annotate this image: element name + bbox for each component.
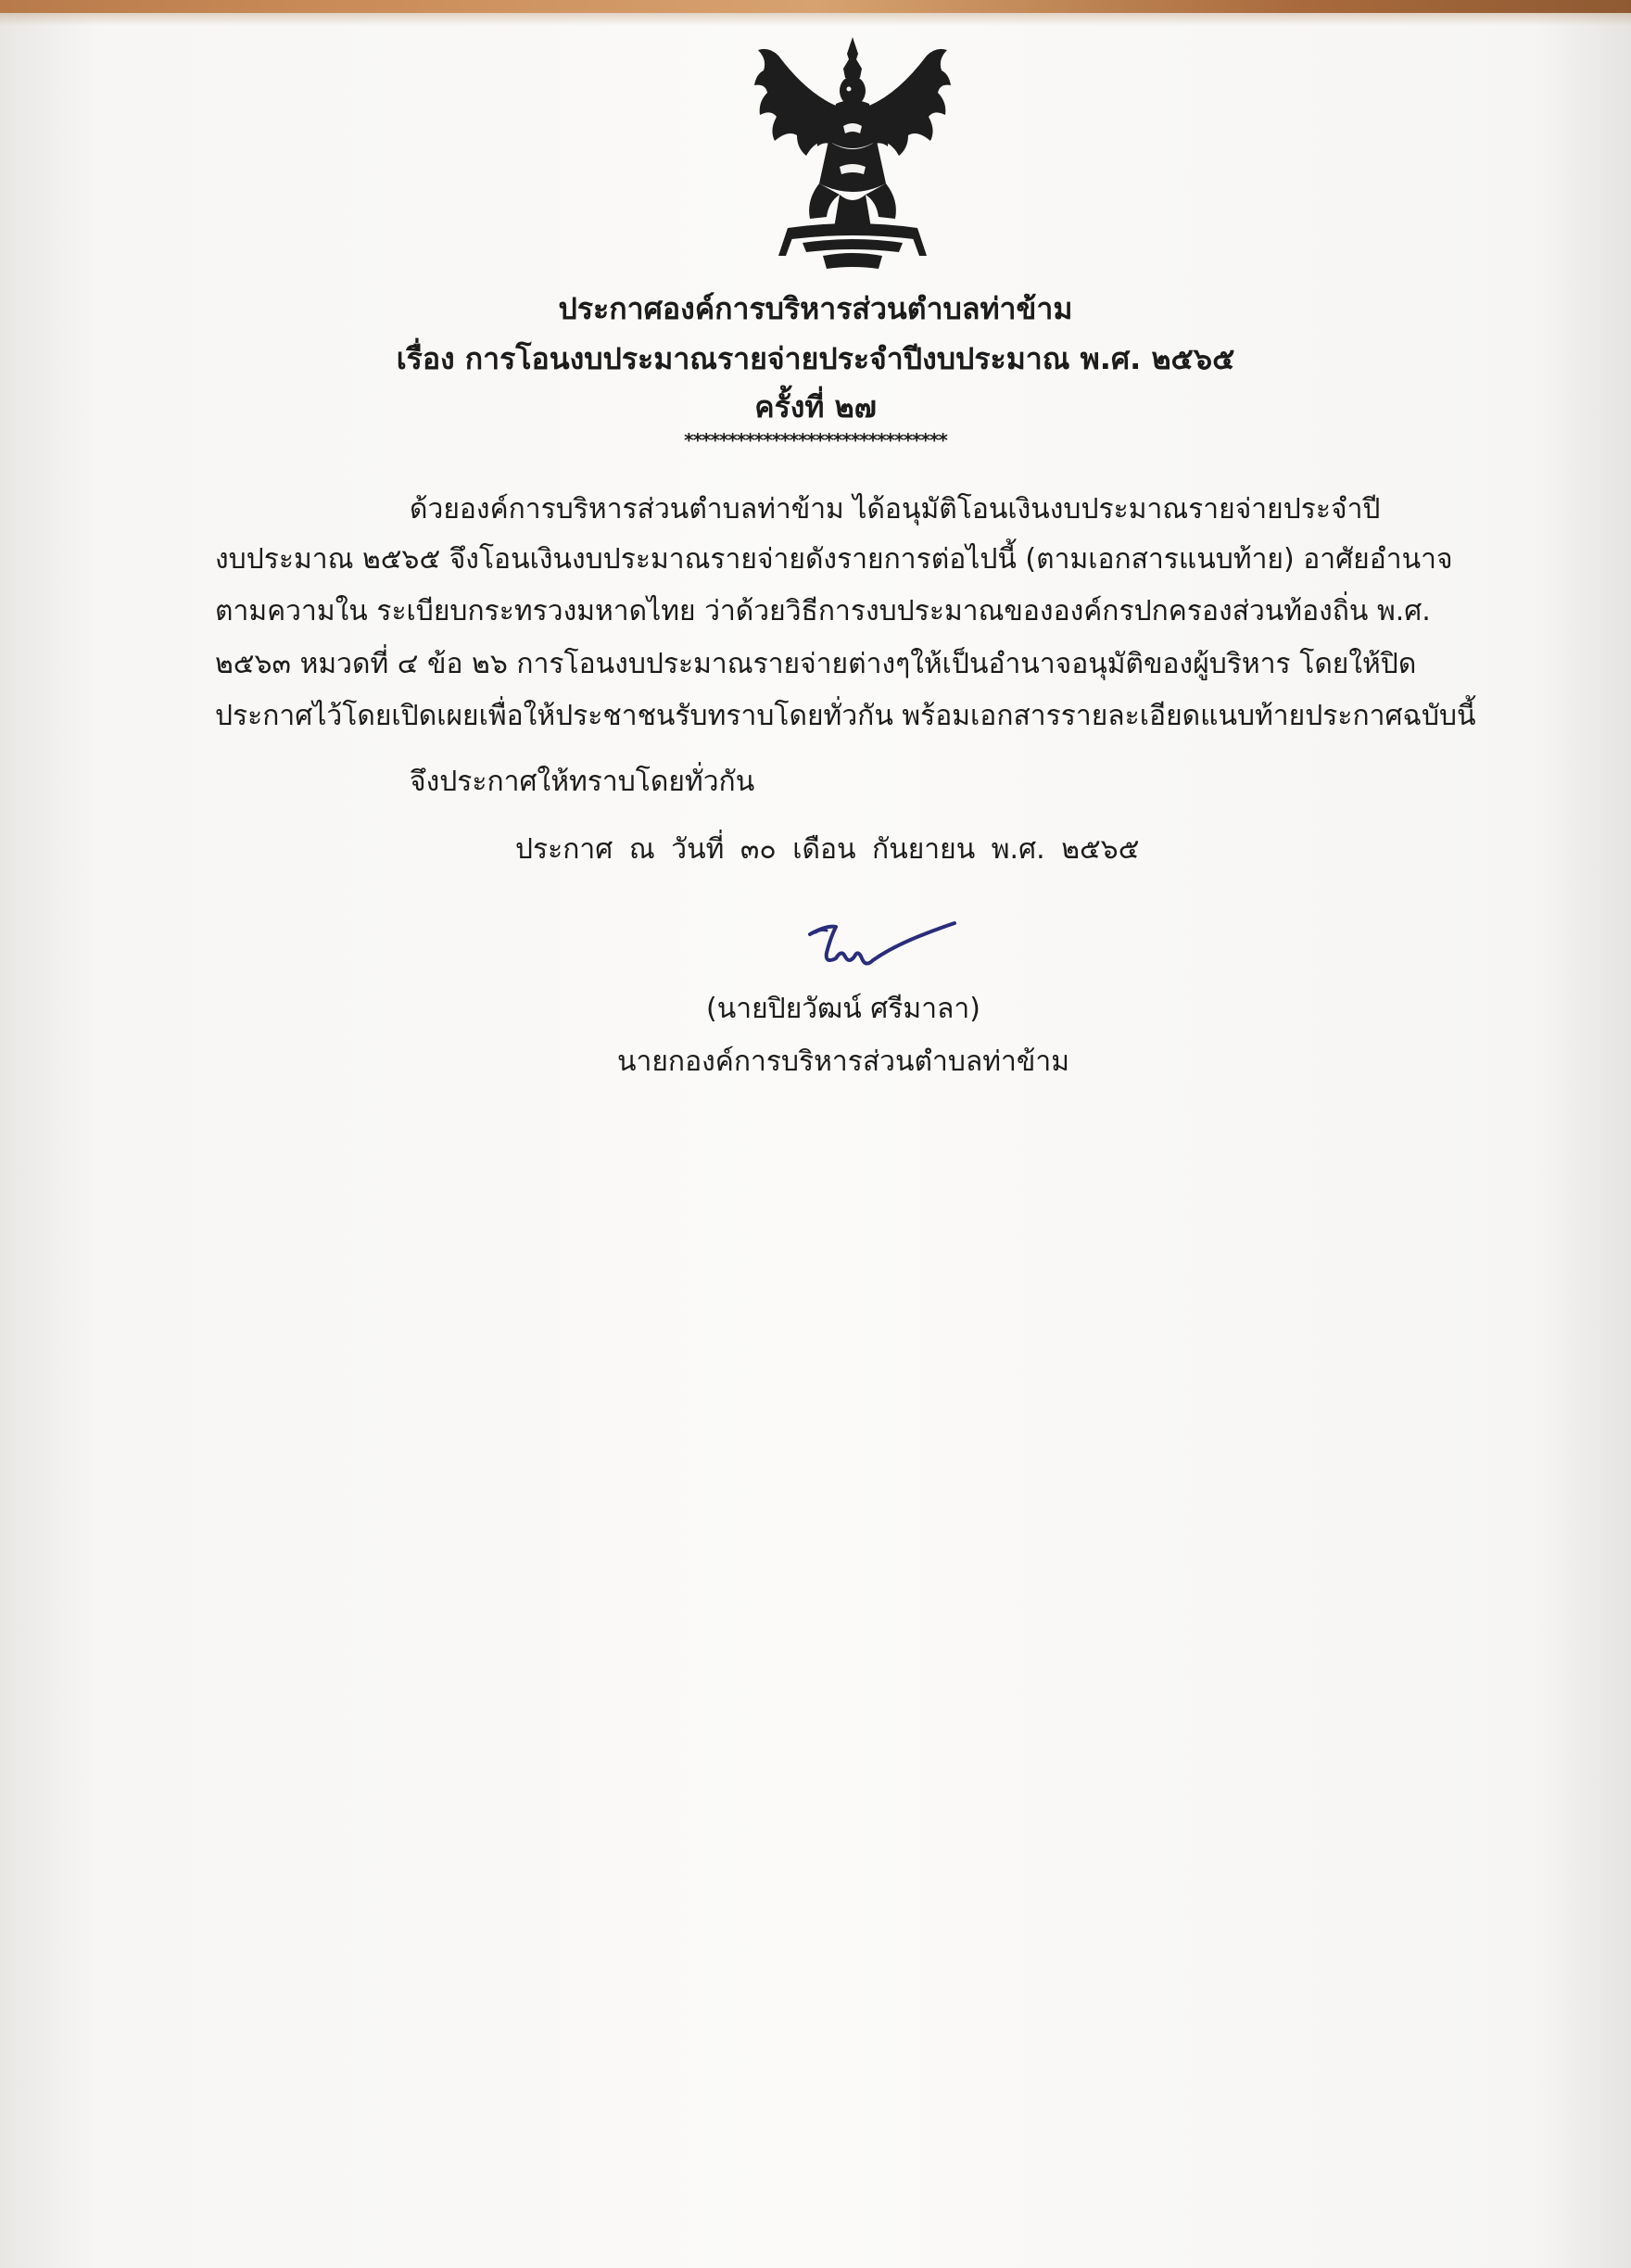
heading-issue-number: ครั้งที่ ๒๗ (754, 389, 877, 424)
body-paragraph-line: ตามความใน ระเบียบกระทรวงมหาดไทย ว่าด้วยวิธีการงบประมาณขององค์กรปกครองส่วนท้องถิ่น พ.ศ. (215, 595, 1431, 627)
background-table-edge (0, 0, 1631, 13)
closing-statement: จึงประกาศให้ทราบโดยทั่วกัน (410, 766, 755, 798)
signer-name: (นายปิยวัฒน์ ศรีมาลา) (706, 993, 980, 1025)
body-paragraph-line: ประกาศไว้โดยเปิดเผยเพื่อให้ประชาชนรับทราบโดยทั่วกัน พร้อมเอกสารรายละเอียดแนบท้ายประกาศฉบับนี้ (215, 700, 1476, 732)
body-paragraph-line: ด้วยองค์การบริหารส่วนตำบลท่าข้าม ได้อนุมัติโอนเงินงบประมาณรายจ่ายประจำปี (410, 493, 1381, 526)
heading-issuer: ประกาศองค์การบริหารส่วนตำบลท่าข้าม (558, 291, 1073, 326)
announcement-date: ประกาศ ณ วันที่ ๓๐ เดือน กันยายน พ.ศ. ๒๕๖๕ (515, 833, 1140, 866)
heading-subject: เรื่อง การโอนงบประมาณรายจ่ายประจำปีงบประมาณ พ.ศ. ๒๕๖๕ (396, 341, 1235, 376)
body-paragraph-line: ๒๕๖๓ หมวดที่ ๔ ข้อ ๒๖ การโอนงบประมาณรายจ่ายต่างๆให้เป็นอำนาจอนุมัติของผู้บริหาร โดยให้ปิด (215, 648, 1417, 680)
garuda-emblem-icon (751, 37, 955, 273)
body-paragraph-line: งบประมาณ ๒๕๖๕ จึงโอนเงินงบประมาณรายจ่ายดังรายการต่อไปนี้ (ตามเอกสารแนบท้าย) อาศัยอำนาจ (215, 543, 1453, 576)
separator-line: ****************************** (684, 429, 947, 451)
handwritten-signature-icon (799, 916, 966, 990)
edge-shadow (0, 13, 1631, 26)
signer-title: นายกองค์การบริหารส่วนตำบลท่าข้าม (616, 1045, 1069, 1078)
